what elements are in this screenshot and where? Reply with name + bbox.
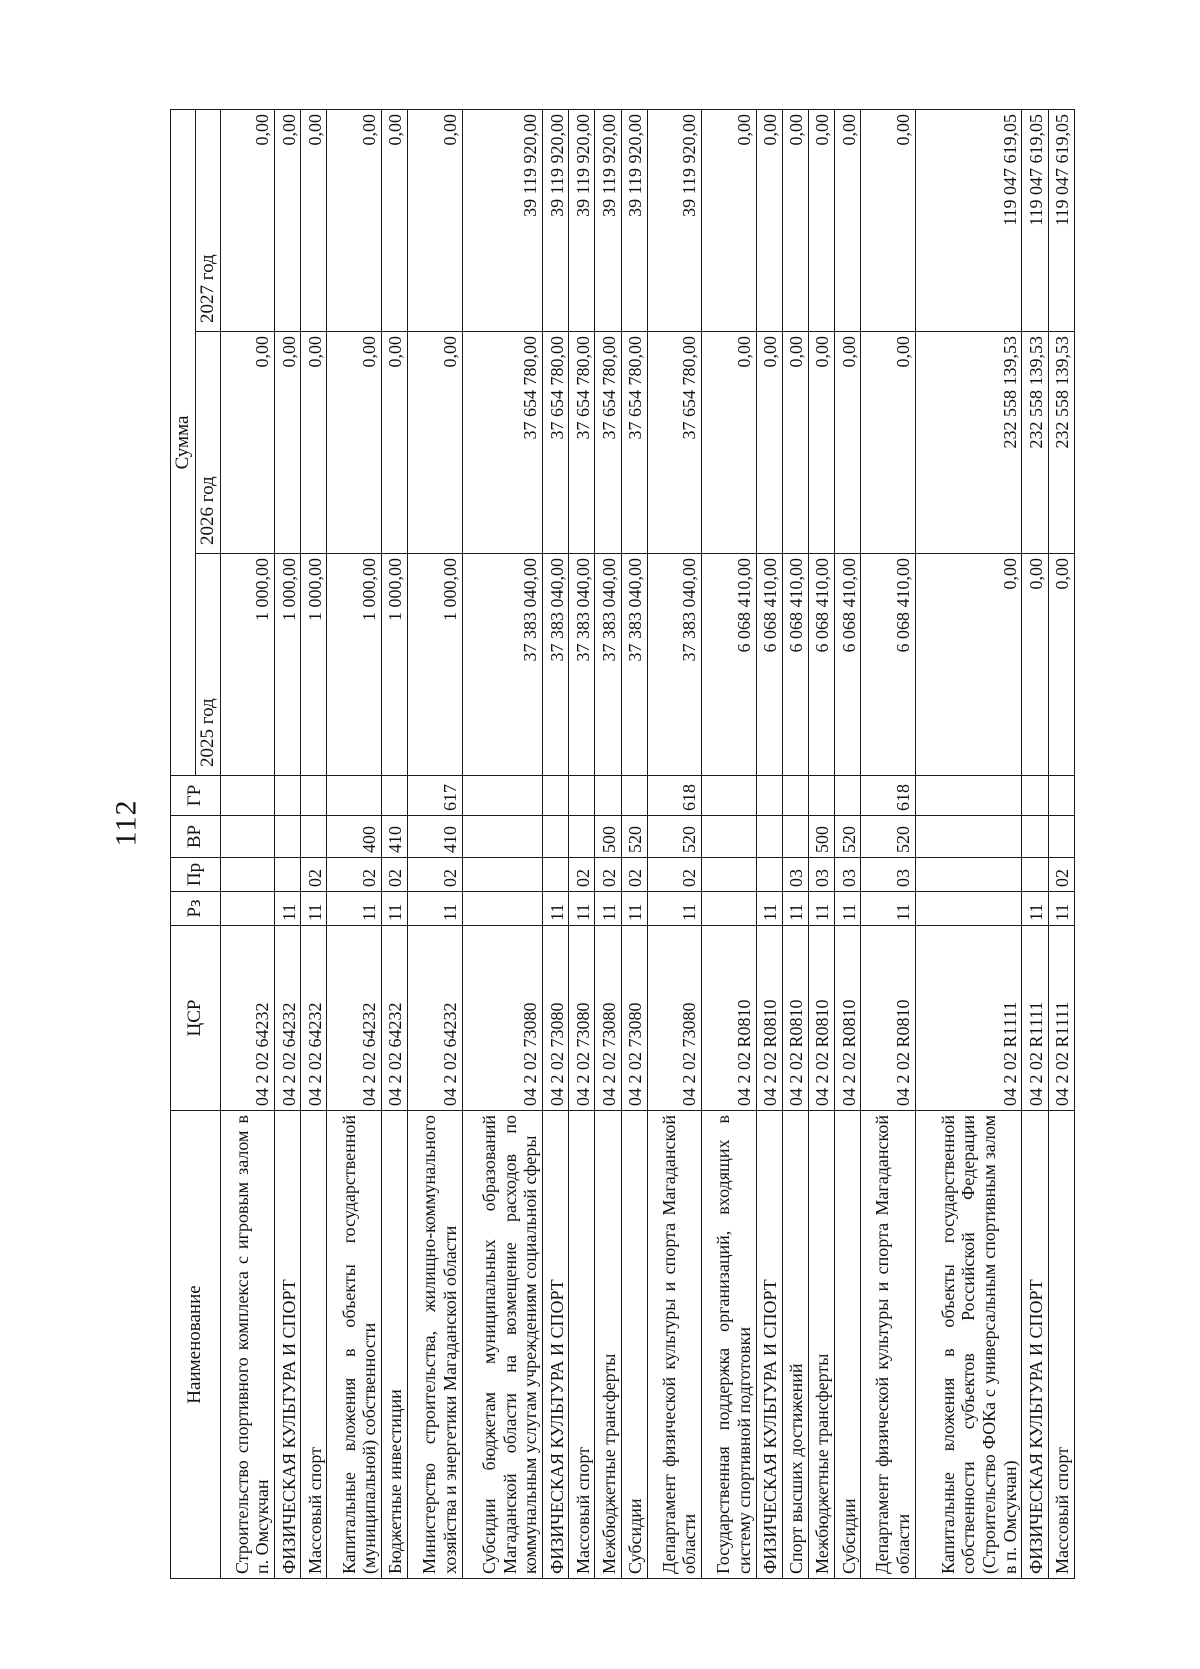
table-cell-2027: 39 119 920,00 — [647, 110, 701, 332]
table-cell-name: Государственная поддержка организаций, входящих в систему спортивной подготовки — [702, 1111, 756, 1579]
table-cell-rz — [220, 892, 274, 926]
table-cell-pr: 02 — [595, 858, 621, 892]
table-cell-2026: 0,00 — [702, 332, 756, 554]
table-cell-gr — [835, 776, 861, 816]
table-cell-2027: 0,00 — [835, 110, 861, 332]
table-cell-2025: 6 068 410,00 — [702, 554, 756, 776]
table-cell-pr — [756, 858, 782, 892]
table-cell-vr — [275, 816, 301, 858]
table-cell-2026: 37 654 780,00 — [569, 332, 595, 554]
table-cell-vr — [462, 816, 543, 858]
table-row — [702, 110, 756, 1579]
table-cell-2025: 0,00 — [1022, 554, 1048, 776]
table-cell-pr: 03 — [782, 858, 808, 892]
table-cell-pr — [915, 858, 1022, 892]
table-cell-gr — [275, 776, 301, 816]
table-cell-2026: 0,00 — [861, 332, 915, 554]
table-cell-vr — [756, 816, 782, 858]
table-cell-2026: 37 654 780,00 — [595, 332, 621, 554]
table-cell-2027: 39 119 920,00 — [543, 110, 569, 332]
table-cell-csr: 04 2 02 R0810 — [756, 926, 782, 1111]
table-row — [327, 110, 381, 1579]
table-cell-csr: 04 2 02 73080 — [543, 926, 569, 1111]
table-cell-gr — [220, 776, 274, 816]
table-cell-2027: 0,00 — [381, 110, 407, 332]
table-row — [621, 110, 647, 1579]
table-row — [782, 110, 808, 1579]
table-row — [1048, 110, 1074, 1579]
table-row — [408, 110, 462, 1579]
table-cell-2026: 37 654 780,00 — [621, 332, 647, 554]
table-cell-vr — [1048, 816, 1074, 858]
table-cell-csr: 04 2 02 73080 — [621, 926, 647, 1111]
table-cell-name: Массовый спорт — [1048, 1111, 1074, 1579]
table-cell-vr: 410 — [381, 816, 407, 858]
table-cell-gr — [327, 776, 381, 816]
table-cell-vr: 520 — [621, 816, 647, 858]
page-number: 112 — [109, 799, 143, 847]
header-rz: Рз — [171, 892, 221, 926]
table-cell-2027: 0,00 — [861, 110, 915, 332]
table-cell-2027: 39 119 920,00 — [621, 110, 647, 332]
header-vr: ВР — [171, 816, 221, 858]
table-row — [756, 110, 782, 1579]
table-cell-2026: 37 654 780,00 — [462, 332, 543, 554]
table-cell-2027: 119 047 619,05 — [1048, 110, 1074, 332]
table-cell-name: ФИЗИЧЕСКАЯ КУЛЬТУРА И СПОРТ — [543, 1111, 569, 1579]
table-cell-pr: 02 — [301, 858, 327, 892]
table-cell-2027: 0,00 — [808, 110, 834, 332]
table-cell-name: Департамент физической культуры и спорта Магаданской области — [647, 1111, 701, 1579]
table-cell-2026: 0,00 — [220, 332, 274, 554]
header-gr: ГР — [171, 776, 221, 816]
table-cell-gr — [1022, 776, 1048, 816]
table-cell-2026: 232 558 139,53 — [1022, 332, 1048, 554]
table-cell-2025: 6 068 410,00 — [782, 554, 808, 776]
table-cell-vr — [220, 816, 274, 858]
table-row — [915, 110, 1022, 1579]
table-cell-name: Массовый спорт — [301, 1111, 327, 1579]
table-cell-pr — [543, 858, 569, 892]
table-cell-2026: 0,00 — [275, 332, 301, 554]
table-cell-2025: 37 383 040,00 — [462, 554, 543, 776]
table-cell-vr — [1022, 816, 1048, 858]
table-cell-vr — [569, 816, 595, 858]
table-cell-csr: 04 2 02 R1111 — [915, 926, 1022, 1111]
table-cell-rz: 11 — [1022, 892, 1048, 926]
table-cell-2026: 0,00 — [301, 332, 327, 554]
table-cell-2027: 0,00 — [756, 110, 782, 332]
table-cell-2025: 6 068 410,00 — [756, 554, 782, 776]
table-cell-2026: 0,00 — [408, 332, 462, 554]
table-cell-name: ФИЗИЧЕСКАЯ КУЛЬТУРА И СПОРТ — [1022, 1111, 1048, 1579]
table-cell-gr — [381, 776, 407, 816]
table-cell-vr: 400 — [327, 816, 381, 858]
table-cell-gr — [621, 776, 647, 816]
table-cell-2027: 39 119 920,00 — [462, 110, 543, 332]
table-cell-pr: 03 — [808, 858, 834, 892]
table-cell-csr: 04 2 02 R1111 — [1022, 926, 1048, 1111]
table-cell-name: Субсидии бюджетам муниципальных образований Магаданской области на возмещение расходов по коммунальным услугам учреждениям социальной сферы — [462, 1111, 543, 1579]
table-row — [381, 110, 407, 1579]
table-cell-csr: 04 2 02 R1111 — [1048, 926, 1074, 1111]
table-cell-pr: 02 — [327, 858, 381, 892]
table-cell-vr: 500 — [595, 816, 621, 858]
table-cell-2027: 0,00 — [301, 110, 327, 332]
table-cell-2025: 37 383 040,00 — [569, 554, 595, 776]
table-cell-gr — [301, 776, 327, 816]
table-cell-gr — [543, 776, 569, 816]
table-cell-csr: 04 2 02 64232 — [408, 926, 462, 1111]
table-cell-name: Министерство строительства, жилищно-коммунального хозяйства и энергетики Магаданской области — [408, 1111, 462, 1579]
table-cell-2025: 1 000,00 — [381, 554, 407, 776]
table-cell-2026: 37 654 780,00 — [647, 332, 701, 554]
table-cell-2026: 0,00 — [327, 332, 381, 554]
table-cell-2025: 1 000,00 — [275, 554, 301, 776]
table-cell-2025: 37 383 040,00 — [595, 554, 621, 776]
table-cell-vr: 520 — [835, 816, 861, 858]
table-cell-rz: 11 — [782, 892, 808, 926]
table-cell-gr — [462, 776, 543, 816]
table-cell-vr: 520 — [861, 816, 915, 858]
table-cell-2026: 0,00 — [808, 332, 834, 554]
table-cell-2027: 0,00 — [408, 110, 462, 332]
table-cell-vr — [782, 816, 808, 858]
table-header — [171, 110, 221, 1579]
table-row — [462, 110, 543, 1579]
table-row — [543, 110, 569, 1579]
rotated-page — [170, 110, 1075, 1579]
header-sum: Сумма — [171, 110, 196, 776]
table-cell-gr: 618 — [647, 776, 701, 816]
table-cell-rz: 11 — [1048, 892, 1074, 926]
table-cell-rz — [702, 892, 756, 926]
header-csr: ЦСР — [171, 926, 221, 1111]
table-cell-rz: 11 — [647, 892, 701, 926]
table-cell-name: Субсидии — [835, 1111, 861, 1579]
table-cell-vr: 520 — [647, 816, 701, 858]
table-cell-gr — [702, 776, 756, 816]
table-cell-rz: 11 — [756, 892, 782, 926]
table-cell-gr — [1048, 776, 1074, 816]
table-cell-csr: 04 2 02 64232 — [381, 926, 407, 1111]
header-pr: Пр — [171, 858, 221, 892]
table-cell-pr: 02 — [408, 858, 462, 892]
table-cell-vr — [915, 816, 1022, 858]
table-cell-gr — [569, 776, 595, 816]
table-cell-2025: 0,00 — [915, 554, 1022, 776]
table-cell-2025: 6 068 410,00 — [808, 554, 834, 776]
table-cell-2027: 0,00 — [220, 110, 274, 332]
table-cell-csr: 04 2 02 64232 — [275, 926, 301, 1111]
table-cell-2025: 37 383 040,00 — [647, 554, 701, 776]
table-row — [275, 110, 301, 1579]
table-cell-vr — [702, 816, 756, 858]
table-cell-csr: 04 2 02 73080 — [462, 926, 543, 1111]
table-cell-csr: 04 2 02 73080 — [595, 926, 621, 1111]
header-2025: 2025 год — [195, 554, 220, 776]
table-cell-2026: 0,00 — [782, 332, 808, 554]
table-cell-rz: 11 — [543, 892, 569, 926]
table-cell-2025: 1 000,00 — [301, 554, 327, 776]
table-cell-csr: 04 2 02 R0810 — [835, 926, 861, 1111]
table-cell-name: Капитальные вложения в объекты государственной собственности субъектов Российской Федерации (Строительство ФОКа с универсальным спортивным залом в п. Омсукчан) — [915, 1111, 1022, 1579]
table-cell-2027: 119 047 619,05 — [915, 110, 1022, 332]
table-cell-csr: 04 2 02 R0810 — [702, 926, 756, 1111]
table-cell-gr — [808, 776, 834, 816]
table-cell-name: Спорт высших достижений — [782, 1111, 808, 1579]
table-row — [861, 110, 915, 1579]
table-cell-pr — [702, 858, 756, 892]
table-cell-2025: 37 383 040,00 — [543, 554, 569, 776]
table-row — [595, 110, 621, 1579]
table-cell-gr: 617 — [408, 776, 462, 816]
table-cell-pr — [462, 858, 543, 892]
table-cell-gr — [595, 776, 621, 816]
table-cell-csr: 04 2 02 64232 — [220, 926, 274, 1111]
table-cell-name: Капитальные вложения в объекты государственной (муниципальной) собственности — [327, 1111, 381, 1579]
table-cell-name: Департамент физической культуры и спорта Магаданской области — [861, 1111, 915, 1579]
table-cell-2027: 119 047 619,05 — [1022, 110, 1048, 332]
table-cell-2027: 39 119 920,00 — [569, 110, 595, 332]
table-cell-2025: 1 000,00 — [408, 554, 462, 776]
table-cell-csr: 04 2 02 R0810 — [782, 926, 808, 1111]
table-cell-gr: 618 — [861, 776, 915, 816]
table-cell-pr: 03 — [835, 858, 861, 892]
table-cell-csr: 04 2 02 73080 — [569, 926, 595, 1111]
table-cell-pr — [220, 858, 274, 892]
table-row — [220, 110, 274, 1579]
table-row — [569, 110, 595, 1579]
table-cell-name: Строительство спортивного комплекса с игровым залом в п. Омсукчан — [220, 1111, 274, 1579]
budget-table — [170, 109, 1075, 1579]
table-cell-rz: 11 — [569, 892, 595, 926]
table-cell-rz: 11 — [301, 892, 327, 926]
table-cell-rz: 11 — [808, 892, 834, 926]
table-cell-2025: 1 000,00 — [220, 554, 274, 776]
table-cell-2025: 1 000,00 — [327, 554, 381, 776]
table-cell-csr: 04 2 02 R0810 — [808, 926, 834, 1111]
table-cell-rz: 11 — [595, 892, 621, 926]
table-cell-name: Межбюджетные трансферты — [808, 1111, 834, 1579]
table-cell-gr — [756, 776, 782, 816]
table-cell-csr: 04 2 02 64232 — [301, 926, 327, 1111]
table-cell-pr: 02 — [1048, 858, 1074, 892]
table-cell-pr: 03 — [861, 858, 915, 892]
table-cell-pr: 02 — [381, 858, 407, 892]
table-row — [835, 110, 861, 1579]
table-cell-vr — [301, 816, 327, 858]
table-cell-2026: 0,00 — [835, 332, 861, 554]
table-cell-2027: 0,00 — [327, 110, 381, 332]
table-cell-gr — [782, 776, 808, 816]
table-cell-vr — [543, 816, 569, 858]
table-cell-2026: 232 558 139,53 — [1048, 332, 1074, 554]
table-cell-rz: 11 — [275, 892, 301, 926]
table-cell-2027: 0,00 — [702, 110, 756, 332]
table-cell-2025: 6 068 410,00 — [861, 554, 915, 776]
header-name: Наименование — [171, 1111, 221, 1579]
table-cell-rz: 11 — [408, 892, 462, 926]
table-cell-rz — [462, 892, 543, 926]
table-cell-csr: 04 2 02 73080 — [647, 926, 701, 1111]
table-cell-2026: 232 558 139,53 — [915, 332, 1022, 554]
table-cell-pr — [275, 858, 301, 892]
table-cell-2026: 0,00 — [756, 332, 782, 554]
table-cell-pr: 02 — [569, 858, 595, 892]
table-cell-2025: 0,00 — [1048, 554, 1074, 776]
table-row — [808, 110, 834, 1579]
table-cell-rz: 11 — [621, 892, 647, 926]
table-cell-name: Бюджетные инвестиции — [381, 1111, 407, 1579]
table-cell-name: ФИЗИЧЕСКАЯ КУЛЬТУРА И СПОРТ — [756, 1111, 782, 1579]
table-cell-rz — [915, 892, 1022, 926]
table-cell-pr — [1022, 858, 1048, 892]
header-2027: 2027 год — [195, 110, 220, 332]
table-cell-csr: 04 2 02 64232 — [327, 926, 381, 1111]
table-cell-2026: 0,00 — [381, 332, 407, 554]
table-cell-vr: 410 — [408, 816, 462, 858]
table-cell-vr: 500 — [808, 816, 834, 858]
table-cell-pr: 02 — [621, 858, 647, 892]
header-2026: 2026 год — [195, 332, 220, 554]
table-cell-2027: 0,00 — [782, 110, 808, 332]
table-cell-name: Массовый спорт — [569, 1111, 595, 1579]
table-cell-csr: 04 2 02 R0810 — [861, 926, 915, 1111]
table-cell-2026: 37 654 780,00 — [543, 332, 569, 554]
table-cell-rz: 11 — [381, 892, 407, 926]
table-cell-gr — [915, 776, 1022, 816]
table-row — [1022, 110, 1048, 1579]
table-cell-rz: 11 — [327, 892, 381, 926]
table-row — [301, 110, 327, 1579]
table-body — [220, 110, 1074, 1579]
table-row — [647, 110, 701, 1579]
table-cell-2025: 6 068 410,00 — [835, 554, 861, 776]
table-cell-2027: 0,00 — [275, 110, 301, 332]
table-cell-name: Межбюджетные трансферты — [595, 1111, 621, 1579]
table-cell-2025: 37 383 040,00 — [621, 554, 647, 776]
table-cell-2027: 39 119 920,00 — [595, 110, 621, 332]
table-cell-pr: 02 — [647, 858, 701, 892]
table-cell-rz: 11 — [835, 892, 861, 926]
table-cell-rz: 11 — [861, 892, 915, 926]
table-cell-name: Субсидии — [621, 1111, 647, 1579]
table-cell-name: ФИЗИЧЕСКАЯ КУЛЬТУРА И СПОРТ — [275, 1111, 301, 1579]
